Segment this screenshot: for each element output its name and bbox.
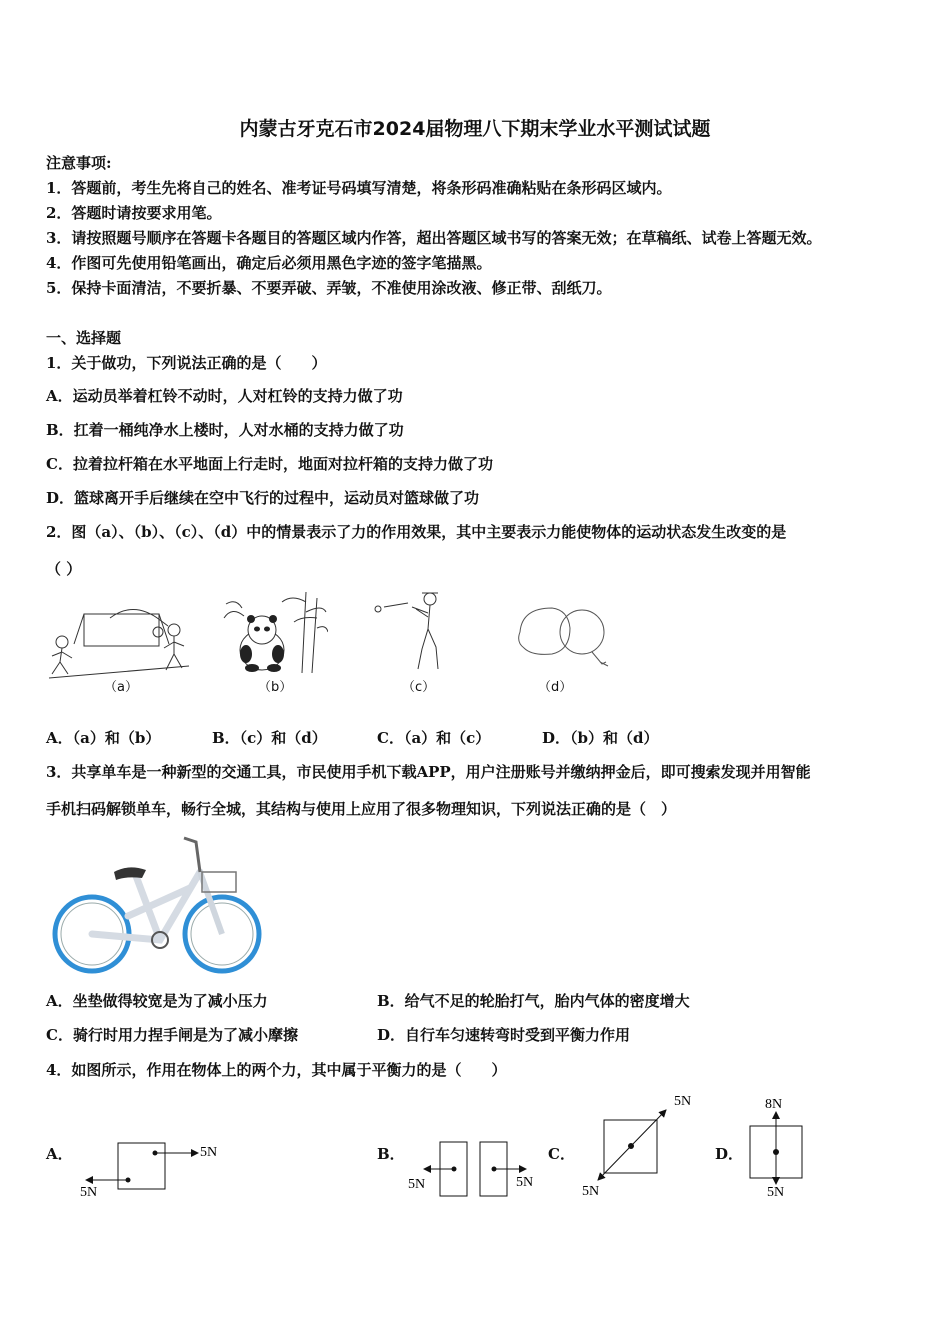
force-label-b-right: 5N	[516, 1175, 534, 1190]
q2-option-b[interactable]: B．（c）和（d）	[212, 729, 327, 747]
notice-heading: 注意事项:	[46, 154, 112, 172]
notice-item-4: 4．作图可先使用铅笔画出，确定后必须用黑色字迹的签字笔描黑。	[46, 254, 492, 272]
q4-option-b[interactable]: B．	[377, 1145, 405, 1163]
figure-caption-c: （c）	[402, 680, 436, 695]
figure-caption-a: （a）	[104, 680, 138, 695]
q1-option-b[interactable]: B．扛着一桶纯净水上楼时，人对水桶的支持力做了功	[46, 421, 404, 439]
q4-stem: 4．如图所示，作用在物体上的两个力，其中属于平衡力的是（ ）	[46, 1061, 507, 1079]
notice-item-1: 1．答题前，考生先将自己的姓名、准考证号码填写清楚，将条形码准确粘贴在条形码区域内。	[46, 179, 672, 197]
figure-b-panda	[222, 588, 328, 676]
force-label-a-left: 5N	[80, 1185, 98, 1200]
force-diagram-b	[404, 1136, 544, 1200]
force-label-d-bottom: 5N	[767, 1185, 785, 1200]
force-label-a-right: 5N	[200, 1145, 218, 1160]
q1-option-c[interactable]: C．拉着拉杆箱在水平地面上行走时，地面对拉杆箱的支持力做了功	[46, 455, 493, 473]
force-label-c-top: 5N	[674, 1094, 692, 1109]
q3-option-d[interactable]: D．自行车匀速转弯时受到平衡力作用	[377, 1026, 631, 1044]
q3-option-b[interactable]: B．给气不足的轮胎打气，胎内气体的密度增大	[377, 992, 690, 1010]
q4-option-a[interactable]: A．	[46, 1145, 73, 1163]
force-diagram-a	[76, 1138, 226, 1202]
notice-item-3: 3．请按照题号顺序在答题卡各题目的答题区域内作答，超出答题区域书写的答案无效；在草稿纸、试卷上答题无效。	[46, 229, 822, 247]
notice-item-2: 2．答题时请按要求用笔。	[46, 204, 222, 222]
figure-caption-b: （b）	[258, 680, 293, 695]
q3-stem-line1: 3．共享单车是一种新型的交通工具，市民使用手机下载APP，用户注册账号并缴纳押金后，即可搜索发现并用智能	[46, 763, 811, 781]
q3-stem-line2: 手机扫码解锁单车，畅行全城，其结构与使用上应用了很多物理知识，下列说法正确的是（ ）	[46, 800, 677, 818]
notice-item-5: 5．保持卡面清洁，不要折暴、不要弄破、弄皱，不准使用涂改液、修正带、刮纸刀。	[46, 279, 612, 297]
page-title: 内蒙古牙克石市2024届物理八下期末学业水平测试试题	[239, 118, 711, 140]
force-diagram-d	[745, 1092, 809, 1202]
figure-a-soccer	[44, 596, 194, 682]
section-heading: 一、选择题	[46, 329, 122, 347]
q4-option-d[interactable]: D．	[715, 1145, 744, 1163]
force-label-d-top: 8N	[765, 1097, 783, 1112]
figure-d-balloon	[512, 602, 612, 674]
q2-option-c[interactable]: C．（a）和（c）	[377, 729, 491, 747]
q4-option-c[interactable]: C．	[548, 1145, 575, 1163]
q1-option-d[interactable]: D．篮球离开手后继续在空中飞行的过程中，运动员对篮球做了功	[46, 489, 480, 507]
force-label-b-left: 5N	[408, 1177, 426, 1192]
figure-caption-d: （d）	[538, 680, 573, 695]
q3-option-a[interactable]: A．坐垫做得较宽是为了减小压力	[46, 992, 268, 1010]
force-label-c-bottom: 5N	[582, 1184, 600, 1199]
q1-stem: 1．关于做功，下列说法正确的是（ ）	[46, 354, 327, 372]
q2-stem-line2: （ ）	[46, 560, 82, 578]
figure-bicycle	[50, 832, 264, 976]
force-diagram-c	[578, 1088, 698, 1202]
q2-option-d[interactable]: D．（b）和（d）	[542, 729, 659, 747]
q1-option-a[interactable]: A．运动员举着杠铃不动时，人对杠铃的支持力做了功	[46, 387, 403, 405]
q3-option-c[interactable]: C．骑行时用力捏手闸是为了减小摩擦	[46, 1026, 298, 1044]
q2-option-a[interactable]: A．（a）和（b）	[46, 729, 161, 747]
figure-c-baseball	[372, 589, 452, 675]
q2-stem-line1: 2．图（a）、（b）、（c）、（d）中的情景表示了力的作用效果，其中主要表示力能使物体的运动状态发生改变的是	[46, 523, 787, 541]
